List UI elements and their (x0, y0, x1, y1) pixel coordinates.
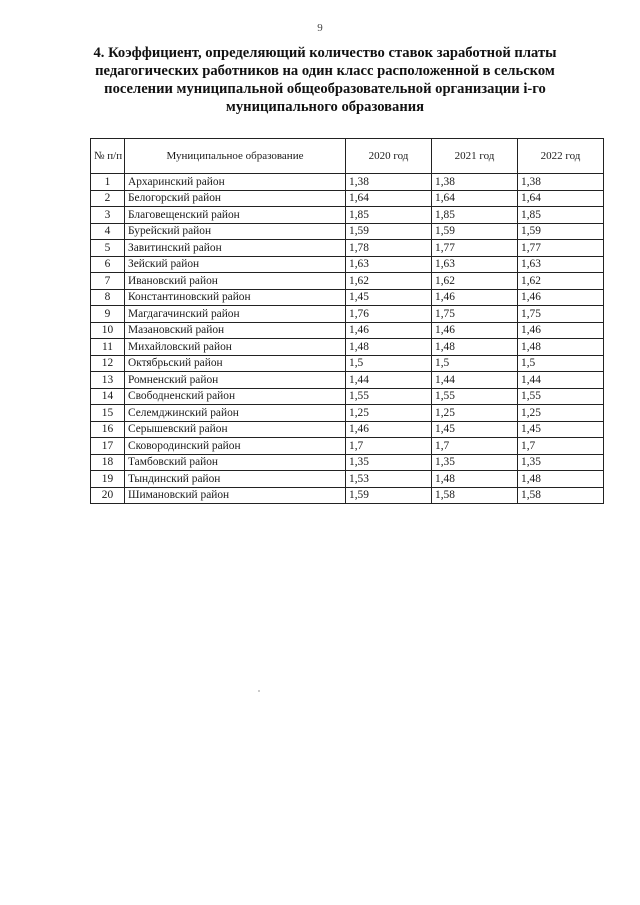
municipality-cell: Шимановский район (125, 487, 346, 504)
municipality-cell: Свободненский район (125, 388, 346, 405)
value-2021-cell: 1,64 (432, 190, 518, 207)
value-2022-cell: 1,59 (518, 223, 604, 240)
row-number-cell: 20 (91, 487, 125, 504)
value-2021-cell: 1,46 (432, 289, 518, 306)
value-2022-cell: 1,5 (518, 355, 604, 372)
value-2020-cell: 1,59 (346, 223, 432, 240)
row-number-cell: 7 (91, 273, 125, 290)
coefficient-table (90, 138, 604, 504)
table-row (91, 405, 604, 422)
row-number-cell: 15 (91, 405, 125, 422)
value-2021-cell: 1,45 (432, 421, 518, 438)
value-2022-cell: 1,85 (518, 207, 604, 224)
table-row (91, 372, 604, 389)
row-number-cell: 8 (91, 289, 125, 306)
section-title (90, 44, 560, 116)
table-row (91, 388, 604, 405)
value-2020-cell: 1,45 (346, 289, 432, 306)
value-2022-cell: 1,58 (518, 487, 604, 504)
row-number-cell: 16 (91, 421, 125, 438)
value-2021-cell: 1,85 (432, 207, 518, 224)
municipality-cell: Тындинский район (125, 471, 346, 488)
table-row (91, 306, 604, 323)
value-2021-cell: 1,44 (432, 372, 518, 389)
municipality-cell: Зейский район (125, 256, 346, 273)
title-line: муниципального образования (225, 99, 425, 115)
table-row (91, 207, 604, 224)
row-number-cell: 19 (91, 471, 125, 488)
row-number-cell: 2 (91, 190, 125, 207)
municipality-cell: Завитинский район (125, 240, 346, 257)
value-2021-cell: 1,58 (432, 487, 518, 504)
title-line: поселении муниципальной общеобразовательной организации i-го (104, 81, 546, 97)
row-number-cell: 5 (91, 240, 125, 257)
row-number-cell: 9 (91, 306, 125, 323)
value-2020-cell: 1,55 (346, 388, 432, 405)
row-number-cell: 12 (91, 355, 125, 372)
header-year-2020: 2020 год (346, 139, 432, 174)
value-2020-cell: 1,78 (346, 240, 432, 257)
value-2020-cell: 1,76 (346, 306, 432, 323)
value-2020-cell: 1,85 (346, 207, 432, 224)
row-number-cell: 13 (91, 372, 125, 389)
municipality-cell: Октябрьский район (125, 355, 346, 372)
municipality-cell: Тамбовский район (125, 454, 346, 471)
scan-speck (258, 690, 260, 692)
row-number-cell: 1 (91, 174, 125, 191)
value-2022-cell: 1,64 (518, 190, 604, 207)
value-2020-cell: 1,64 (346, 190, 432, 207)
row-number-cell: 10 (91, 322, 125, 339)
table-row (91, 421, 604, 438)
title-line: педагогических работников на один класс расположенной в сельском (95, 63, 555, 79)
value-2022-cell: 1,46 (518, 322, 604, 339)
table-row (91, 471, 604, 488)
value-2022-cell: 1,45 (518, 421, 604, 438)
row-number-cell: 11 (91, 339, 125, 356)
page-number: 9 (317, 22, 323, 34)
row-number-cell: 3 (91, 207, 125, 224)
table-row (91, 273, 604, 290)
value-2020-cell: 1,46 (346, 322, 432, 339)
row-number-cell: 6 (91, 256, 125, 273)
value-2021-cell: 1,48 (432, 471, 518, 488)
value-2020-cell: 1,35 (346, 454, 432, 471)
municipality-cell: Михайловский район (125, 339, 346, 356)
municipality-cell: Белогорский район (125, 190, 346, 207)
table-row (91, 438, 604, 455)
header-year-2021: 2021 год (432, 139, 518, 174)
value-2021-cell: 1,46 (432, 322, 518, 339)
value-2022-cell: 1,38 (518, 174, 604, 191)
row-number-cell: 18 (91, 454, 125, 471)
header-municipality: Муниципальное образование (125, 139, 346, 174)
value-2022-cell: 1,48 (518, 339, 604, 356)
municipality-cell: Ивановский район (125, 273, 346, 290)
title-line: 4. Коэффициент, определяющий количество ставок заработной платы (93, 45, 557, 61)
value-2021-cell: 1,55 (432, 388, 518, 405)
value-2020-cell: 1,44 (346, 372, 432, 389)
value-2021-cell: 1,48 (432, 339, 518, 356)
table-row (91, 339, 604, 356)
value-2020-cell: 1,62 (346, 273, 432, 290)
value-2020-cell: 1,63 (346, 256, 432, 273)
value-2021-cell: 1,35 (432, 454, 518, 471)
table-row (91, 487, 604, 504)
table-row (91, 454, 604, 471)
value-2022-cell: 1,25 (518, 405, 604, 422)
value-2020-cell: 1,46 (346, 421, 432, 438)
value-2022-cell: 1,48 (518, 471, 604, 488)
table-row (91, 355, 604, 372)
table-row (91, 190, 604, 207)
table-row (91, 223, 604, 240)
value-2020-cell: 1,5 (346, 355, 432, 372)
table-row (91, 256, 604, 273)
value-2022-cell: 1,63 (518, 256, 604, 273)
value-2022-cell: 1,77 (518, 240, 604, 257)
municipality-cell: Мазановский район (125, 322, 346, 339)
value-2021-cell: 1,38 (432, 174, 518, 191)
row-number-cell: 4 (91, 223, 125, 240)
municipality-cell: Благовещенский район (125, 207, 346, 224)
value-2021-cell: 1,5 (432, 355, 518, 372)
value-2021-cell: 1,75 (432, 306, 518, 323)
table-header-row (91, 139, 604, 174)
value-2022-cell: 1,55 (518, 388, 604, 405)
value-2020-cell: 1,25 (346, 405, 432, 422)
header-num: № п/п (91, 139, 125, 174)
municipality-cell: Бурейский район (125, 223, 346, 240)
value-2021-cell: 1,62 (432, 273, 518, 290)
value-2022-cell: 1,75 (518, 306, 604, 323)
municipality-cell: Архаринский район (125, 174, 346, 191)
value-2021-cell: 1,7 (432, 438, 518, 455)
municipality-cell: Ромненский район (125, 372, 346, 389)
value-2020-cell: 1,38 (346, 174, 432, 191)
value-2020-cell: 1,7 (346, 438, 432, 455)
value-2022-cell: 1,7 (518, 438, 604, 455)
value-2022-cell: 1,62 (518, 273, 604, 290)
municipality-cell: Сковородинский район (125, 438, 346, 455)
value-2022-cell: 1,35 (518, 454, 604, 471)
table-body (91, 174, 604, 504)
row-number-cell: 14 (91, 388, 125, 405)
value-2021-cell: 1,59 (432, 223, 518, 240)
header-year-2022: 2022 год (518, 139, 604, 174)
municipality-cell: Серышевский район (125, 421, 346, 438)
table-row (91, 240, 604, 257)
value-2021-cell: 1,63 (432, 256, 518, 273)
value-2020-cell: 1,53 (346, 471, 432, 488)
table-row (91, 289, 604, 306)
municipality-cell: Константиновский район (125, 289, 346, 306)
value-2021-cell: 1,77 (432, 240, 518, 257)
value-2021-cell: 1,25 (432, 405, 518, 422)
table-row (91, 322, 604, 339)
table-row (91, 174, 604, 191)
row-number-cell: 17 (91, 438, 125, 455)
value-2022-cell: 1,46 (518, 289, 604, 306)
municipality-cell: Селемджинский район (125, 405, 346, 422)
value-2022-cell: 1,44 (518, 372, 604, 389)
value-2020-cell: 1,59 (346, 487, 432, 504)
value-2020-cell: 1,48 (346, 339, 432, 356)
municipality-cell: Магдагачинский район (125, 306, 346, 323)
